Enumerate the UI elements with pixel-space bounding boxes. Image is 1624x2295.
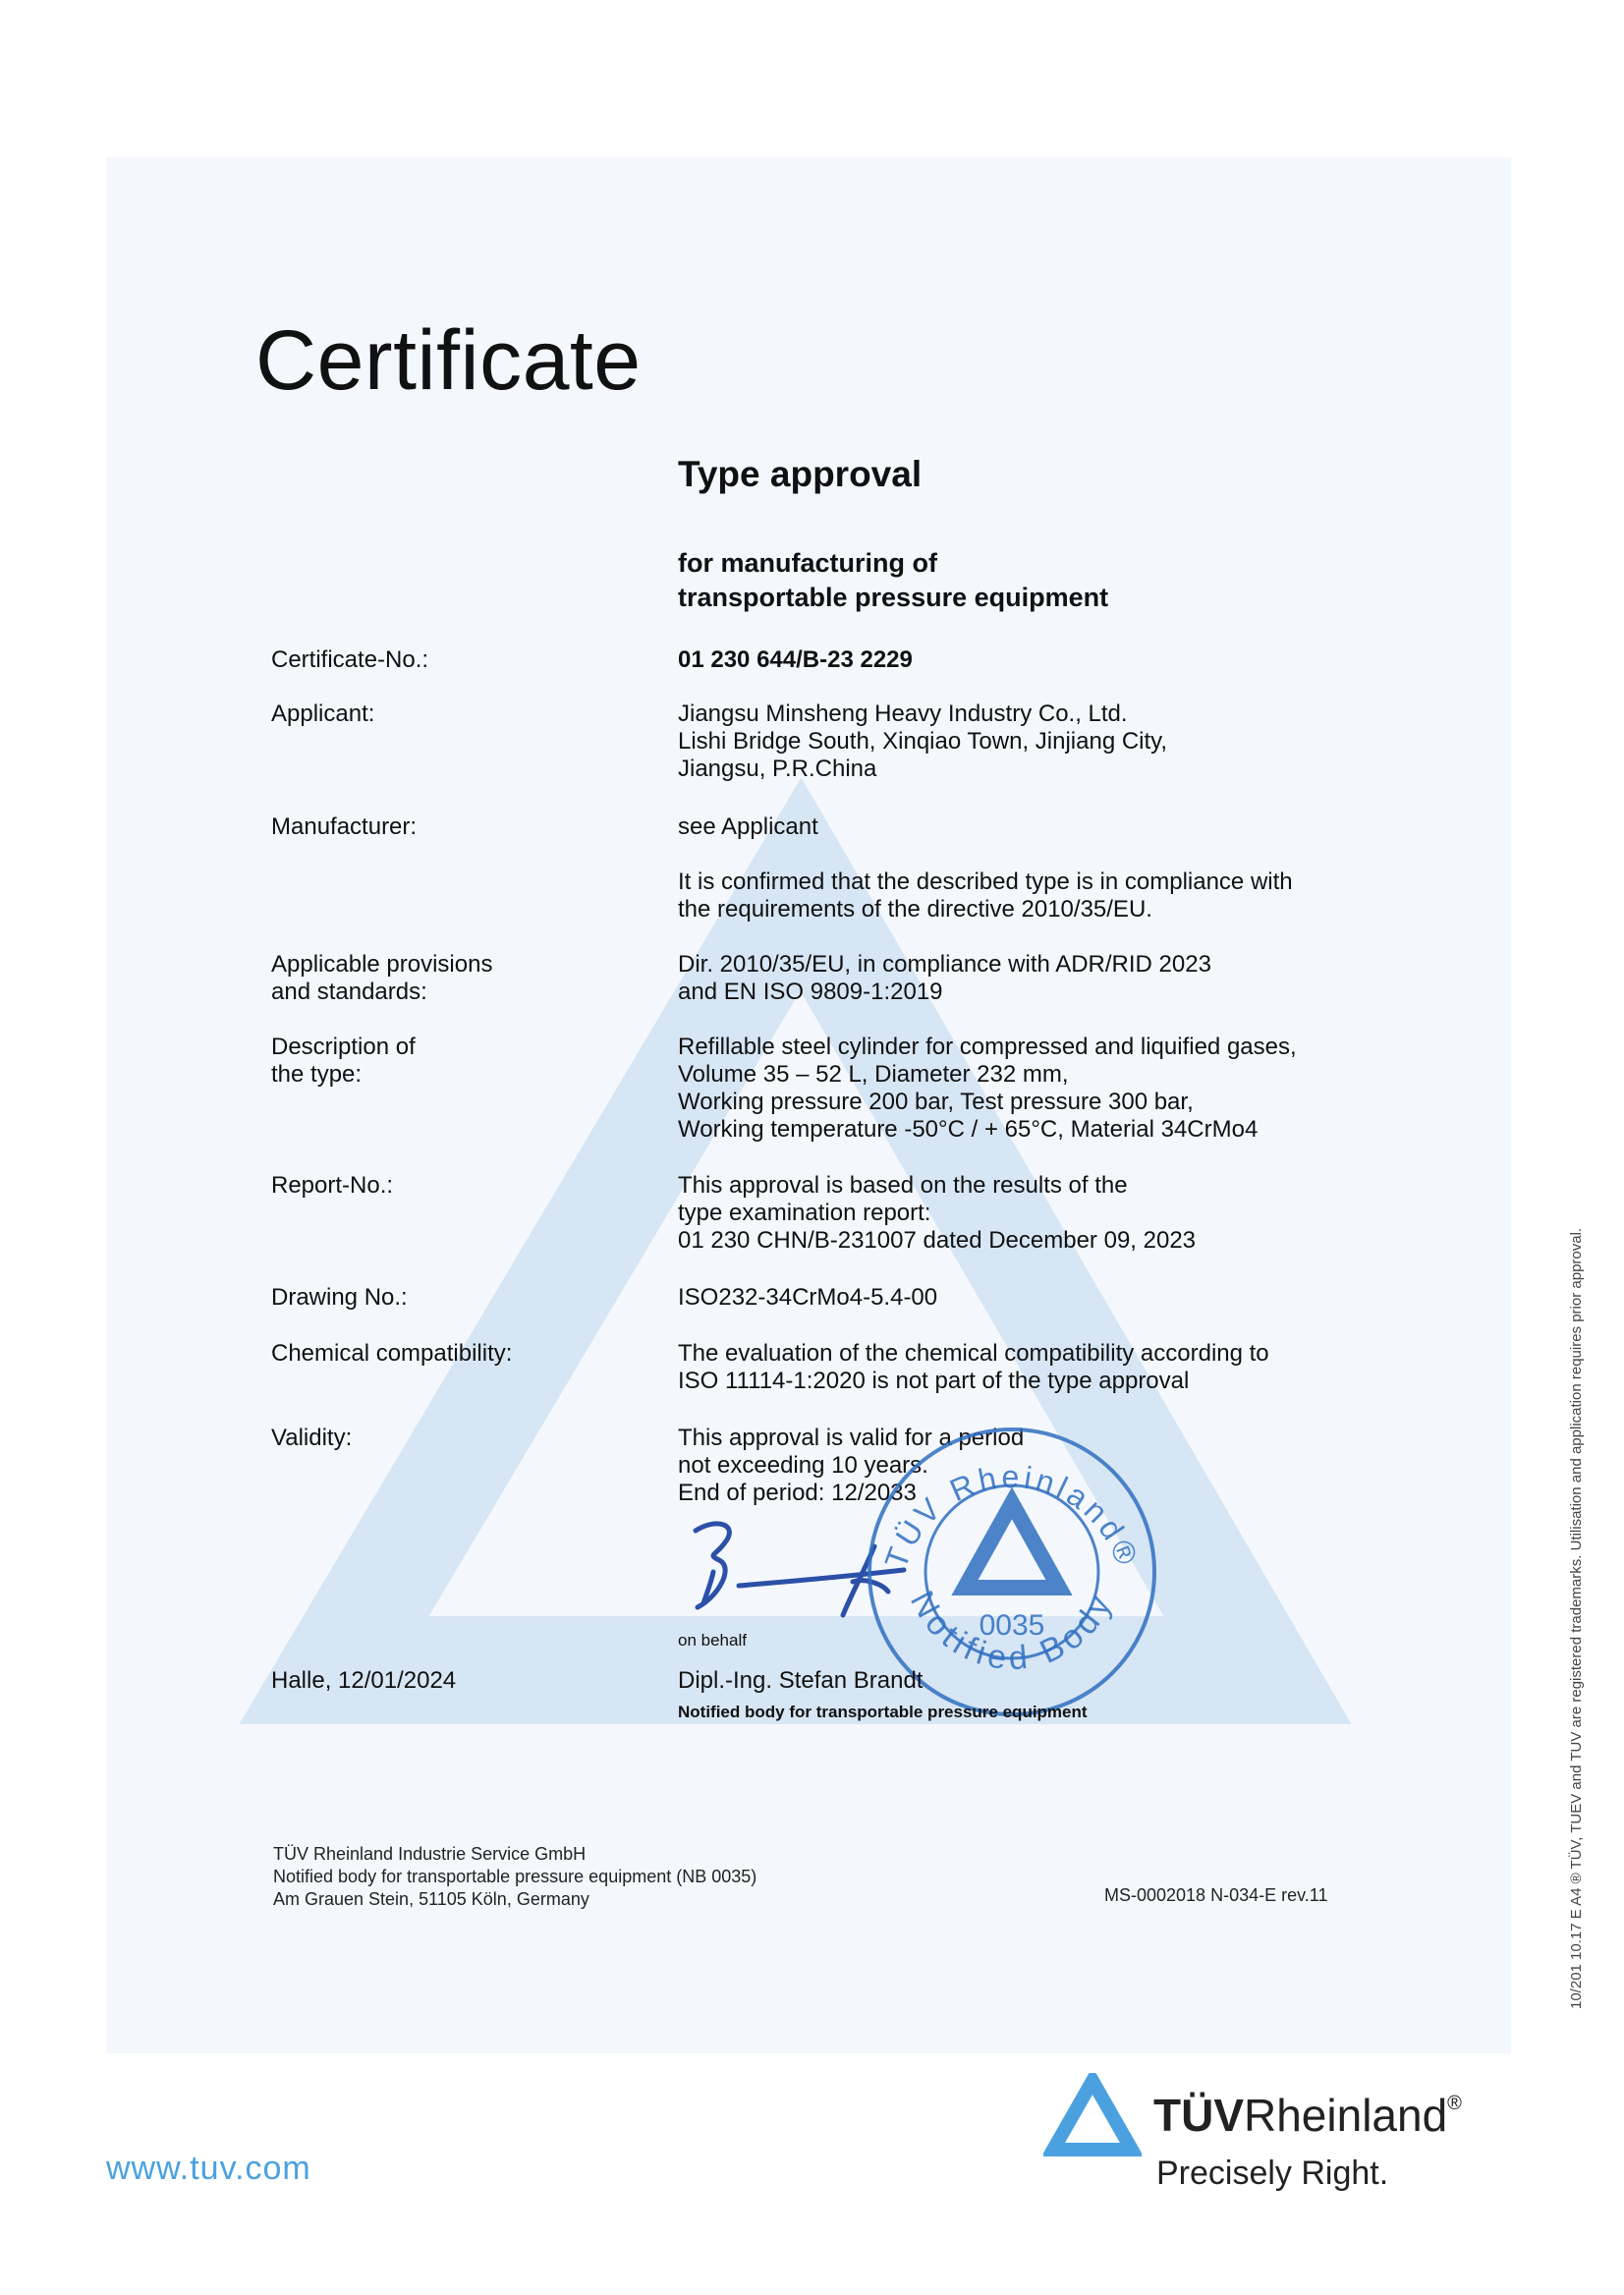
form-number: MS-0002018 N-034-E rev.11 (1104, 1885, 1328, 1905)
provisions-value (678, 951, 1211, 1006)
brand-bold: TÜV (1153, 2090, 1244, 2141)
provisions-line: Dir. 2010/35/EU, in compliance with ADR/RID 2023 (678, 951, 1211, 978)
brand-mark: ® (1447, 2093, 1462, 2114)
description-line: Volume 35 – 52 L, Diameter 232 mm, (678, 1061, 1069, 1088)
certificate-no-value: 01 230 644/B-23 2229 (678, 646, 913, 673)
report-line: This approval is based on the results of the (678, 1172, 1128, 1199)
description-label (271, 1034, 416, 1089)
chemical-line: The evaluation of the chemical compatibility according to (678, 1340, 1269, 1367)
description-label-line: Description of (271, 1034, 416, 1060)
certificate-purpose (678, 546, 1108, 615)
statement-line: the requirements of the directive 2010/35/EU. (678, 896, 1152, 923)
report-line: 01 230 CHN/B-231007 dated December 09, 2023 (678, 1227, 1197, 1254)
compliance-statement (678, 868, 1293, 924)
tuv-logo-triangle-icon (1043, 2073, 1142, 2161)
description-line: Refillable steel cylinder for compressed and liquified gases, (678, 1034, 1297, 1060)
validity-line: not exceeding 10 years. (678, 1452, 928, 1479)
validity-line: This approval is valid for a period (678, 1425, 1025, 1451)
report-no-value (678, 1172, 1196, 1255)
provisions-line: and EN ISO 9809-1:2019 (678, 979, 943, 1005)
applicant-line: Jiangsu Minsheng Heavy Industry Co., Ltd. (678, 700, 1128, 727)
applicant-value (678, 700, 1167, 783)
chemical-line: ISO 11114-1:2020 is not part of the type approval (678, 1368, 1190, 1394)
report-line: type examination report: (678, 1200, 931, 1226)
svg-text:Notified Body: Notified Body (902, 1585, 1121, 1678)
issuer-line: TÜV Rheinland Industrie Service GmbH (273, 1844, 587, 1864)
signatory-name: Dipl.-Ing. Stefan Brandt (678, 1667, 924, 1694)
description-label-line: the type: (271, 1061, 363, 1088)
statement-line: It is confirmed that the described type is in compliance with (678, 868, 1293, 895)
certificate-no-label: Certificate-No.: (271, 646, 429, 673)
place-date: Halle, 12/01/2024 (271, 1667, 457, 1694)
description-line: Working temperature -50°C / + 65°C, Material 34CrMo4 (678, 1116, 1259, 1143)
description-line: Working pressure 200 bar, Test pressure 300 bar, (678, 1089, 1194, 1115)
applicant-line: Jiangsu, P.R.China (678, 756, 877, 782)
report-no-label: Report-No.: (271, 1172, 394, 1199)
certificate-subtitle: Type approval (678, 454, 923, 494)
manufacturer-label: Manufacturer: (271, 813, 418, 840)
manufacturer-value: see Applicant (678, 813, 818, 840)
issuer-address (273, 1843, 756, 1911)
trademark-side-note: 10/201 10.17 E A4 ® TÜV, TUEV and TUV are registered trademarks. Utilisation and application requires prior approval. (1568, 1227, 1585, 2009)
on-behalf-text: on behalf (678, 1631, 747, 1650)
brand-slogan: Precisely Right. (1156, 2155, 1389, 2192)
purpose-line: for manufacturing of (678, 548, 937, 578)
chemical-label: Chemical compatibility: (271, 1340, 513, 1367)
applicant-label: Applicant: (271, 700, 375, 727)
purpose-line: transportable pressure equipment (678, 583, 1109, 612)
description-value (678, 1034, 1297, 1144)
svg-text:0035: 0035 (979, 1609, 1045, 1642)
validity-label: Validity: (271, 1425, 353, 1451)
page-title: Certificate (255, 313, 642, 408)
issuer-line: Am Grauen Stein, 51105 Köln, Germany (273, 1889, 589, 1909)
drawing-no-label: Drawing No.: (271, 1284, 408, 1311)
brand-rest: Rheinland (1244, 2090, 1448, 2141)
applicant-line: Lishi Bridge South, Xinqiao Town, Jinjiang City, (678, 728, 1168, 755)
issuer-line: Notified body for transportable pressure equipment (NB 0035) (273, 1867, 757, 1886)
provisions-label-line: Applicable provisions (271, 951, 493, 978)
provisions-label (271, 951, 492, 1006)
validity-line: End of period: 12/2033 (678, 1480, 917, 1506)
brand-name (1153, 2089, 1462, 2142)
signatory-role: Notified body for transportable pressure equipment (678, 1703, 1088, 1721)
svg-text:TÜV Rheinland®: TÜV Rheinland® (877, 1459, 1147, 1574)
chemical-value (678, 1340, 1269, 1395)
provisions-label-line: and standards: (271, 979, 427, 1005)
drawing-no-value: ISO232-34CrMo4-5.4-00 (678, 1284, 938, 1311)
website-link[interactable]: www.tuv.com (106, 2150, 311, 2187)
